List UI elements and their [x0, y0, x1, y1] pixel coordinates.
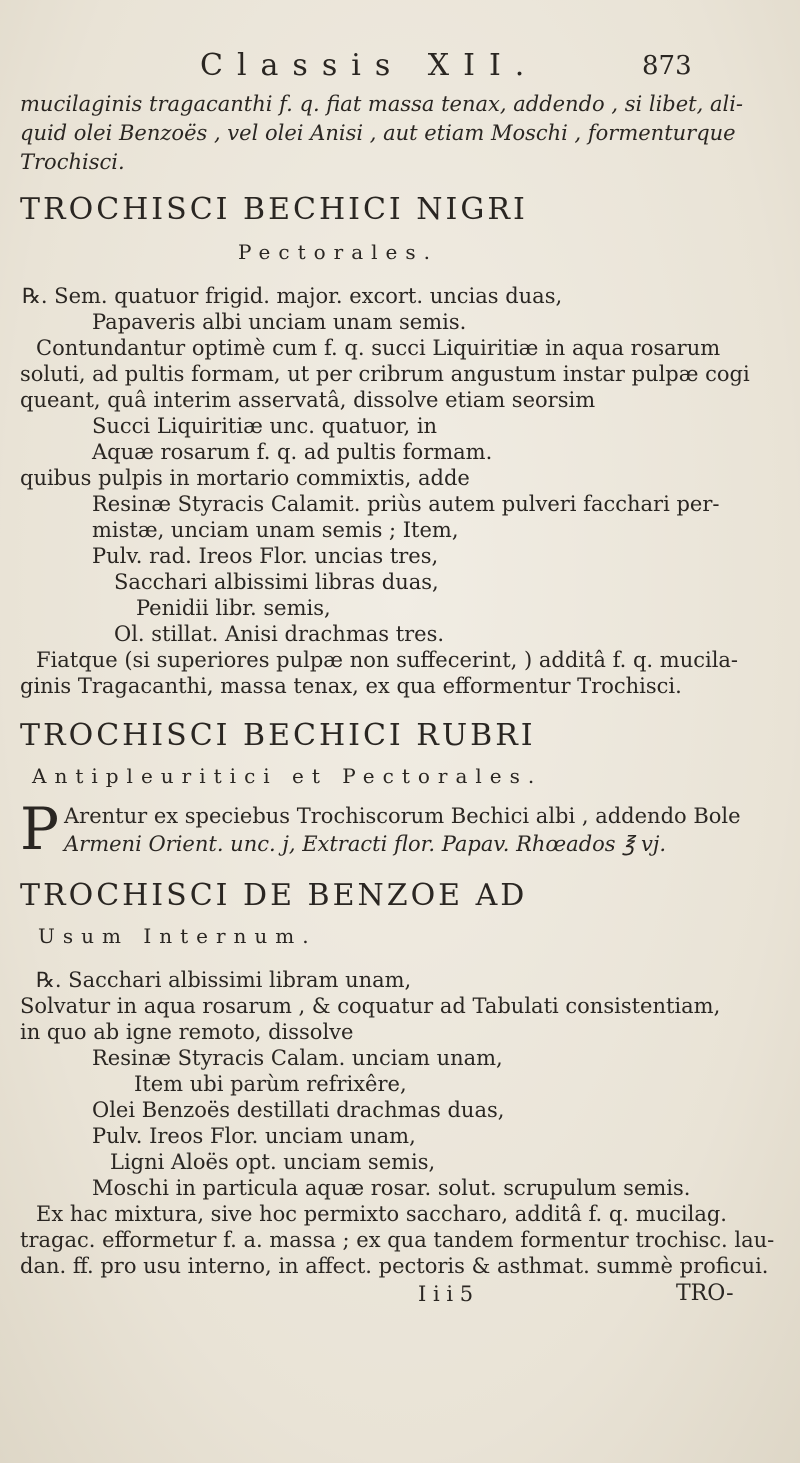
- recipe-line: Item ubi parùm refrixêre,: [134, 1072, 407, 1096]
- recipe-line: Resinæ Styracis Calamit. priùs autem pulveri facchari per-: [92, 492, 720, 516]
- recipe-line: soluti, ad pultis formam, ut per cribrum angustum instar pulpæ cogi: [20, 362, 750, 386]
- section-subtitle: Pectorales.: [238, 240, 439, 264]
- recipe-line: Aquæ rosarum f. q. ad pultis formam.: [92, 440, 493, 464]
- recipe-line: Olei Benzoës destillati drachmas duas,: [92, 1098, 505, 1122]
- recipe-line: Arentur ex speciebus Trochiscorum Bechici albi , addendo Bole: [64, 804, 741, 828]
- section-title: TROCHISCI BECHICI NIGRI: [20, 192, 528, 227]
- recipe-line: Ligni Aloës opt. unciam semis,: [110, 1150, 436, 1174]
- recipe-line: Penidii libr. semis,: [136, 596, 331, 620]
- recipe-line: Resinæ Styracis Calam. unciam unam,: [92, 1046, 503, 1070]
- recipe-line: Armeni Orient. unc. j, Extracti flor. Papav. Rhœados ℥ vj.: [64, 832, 667, 856]
- catchword: TRO-: [676, 1281, 734, 1306]
- running-head: Classis XII.: [200, 48, 539, 83]
- recipe-line: quibus pulpis in mortario commixtis, adde: [20, 466, 470, 490]
- section-subtitle: Usum Internum.: [38, 924, 317, 948]
- recipe-line: Fiatque (si superiores pulpæ non suffecerint, ) additâ f. q. mucila-: [36, 648, 739, 672]
- signature-mark: I i i 5: [418, 1282, 474, 1306]
- recipe-line: mistæ, unciam unam semis ; Item,: [92, 518, 459, 542]
- recipe-line: Ex hac mixtura, sive hoc permixto sacchаro, additâ f. q. mucilag.: [36, 1202, 727, 1226]
- recipe-line: queant, quâ interim asservatâ, dissolve etiam seorsim: [20, 388, 596, 412]
- recipe-line: Sacchari albissimi libras duas,: [114, 570, 439, 594]
- intro-line: Trochisci.: [20, 150, 125, 174]
- section-title: TROCHISCI DE BENZOE AD: [20, 878, 528, 913]
- section-title: TROCHISCI BECHICI RUBRI: [20, 718, 536, 753]
- recipe-line: ℞. Sacchari albissimi libram unam,: [36, 968, 412, 992]
- recipe-line: Moschi in particula aquæ rosar. solut. scrupulum semis.: [92, 1176, 691, 1200]
- drop-cap: P: [20, 795, 60, 863]
- recipe-line: Pulv. rad. Ireos Flor. uncias tres,: [92, 544, 439, 568]
- recipe-line: Papaveris albi unciam unam semis.: [92, 310, 467, 334]
- recipe-line: tragac. efformetur f. a. massa ; ex qua tandem formentur trochisc. lau-: [20, 1228, 775, 1252]
- recipe-line: Contundantur optimè cum f. q. succi Liquiritiæ in aqua rosarum: [36, 336, 721, 360]
- recipe-line: ℞. Sem. quatuor frigid. major. excort. uncias duas,: [22, 284, 563, 308]
- intro-line: mucilaginis tragacanthi f. q. fiat massa tenax, addendo , si libet, ali-: [20, 92, 744, 116]
- recipe-line: in quo ab igne remoto, dissolve: [20, 1020, 354, 1044]
- recipe-line: Ol. stillat. Anisi drachmas tres.: [114, 622, 445, 646]
- page-number: 873: [642, 51, 692, 81]
- recipe-line: Succi Liquiritiæ unc. quatuor, in: [92, 414, 438, 438]
- section-subtitle: Antipleuritici et Pectorales.: [32, 764, 543, 788]
- intro-line: quid olei Benzoës , vel olei Anisi , aut etiam Moschi , formenturque: [20, 121, 736, 145]
- recipe-line: Pulv. Ireos Flor. unciam unam,: [92, 1124, 416, 1148]
- recipe-line: ginis Tragacanthi, massa tenax, ex qua efformentur Trochisci.: [20, 674, 682, 698]
- recipe-line: Solvatur in aqua rosarum , & coquatur ad Tabulati consistentiam,: [20, 994, 721, 1018]
- recipe-line: dan. ff. pro usu interno, in affect. pectoris & asthmat. summè proficui.: [20, 1254, 769, 1278]
